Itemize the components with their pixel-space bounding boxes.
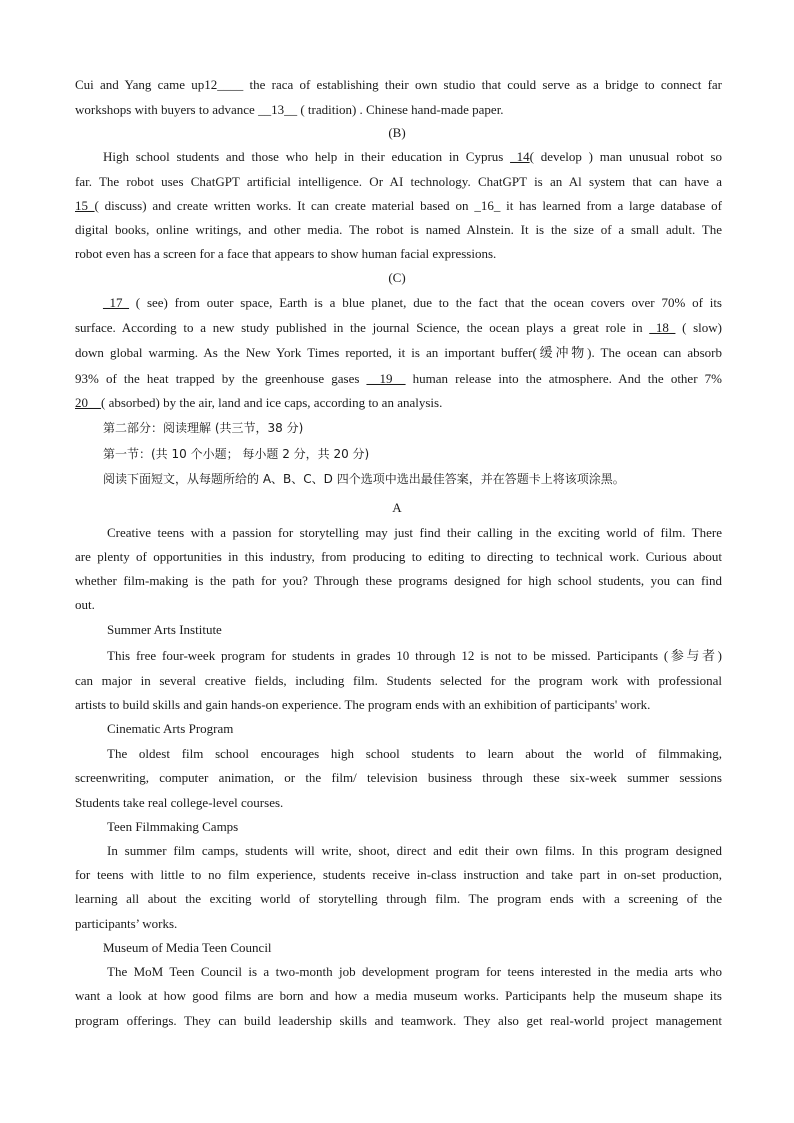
text-run: 93% of the heat trapped by the greenhouse gases [75,371,367,386]
text-run: the raca of establishing their own studio that could serve as a bridge to connect far [243,77,722,92]
program-line: screenwriting, computer animation, or the film/ television business through these six-week summer sessions [75,770,722,785]
program-line: for teens with little to no film experience, students receive in-class instruction and take part in on-set production, [75,867,722,882]
program-line: learning all about the exciting world of storytelling through film. The program ends with a screening of the [75,891,722,906]
program-line: want a look at how good films are born and how a media museum works. Participants help the museum shape its [75,988,722,1003]
text-run: ( see) from outer space, Earth is a blue planet, due to the fact that the ocean covers over 70% of its [129,295,722,310]
text-run: In summer film camps, students will write, shoot, direct and edit their own films. In this program designed [107,843,722,858]
blank-12: ____ [217,77,244,92]
passage-b-line-1 [75,149,722,165]
blank-17: _17_ [103,295,129,310]
blank-18: _18_ [649,320,676,335]
section-2-subtitle: 第一节：(共 10 个小题； 每小题 2 分，共 20 分) [103,447,370,461]
text-run: ( develop ) man unusual robot so [529,149,722,164]
program-title: Teen Filmmaking Camps [107,819,239,834]
passage-b-line-2: far. The robot uses ChatGPT artificial intelligence. Or AI technology. ChatGPT is an Al system that can have a [75,174,722,189]
program-line [75,746,722,762]
passage-b-line-3 [75,198,722,214]
passage-c-line-5 [75,395,722,411]
program-line: can major in several creative fields, including film. Students selected for the program work with professional [75,673,722,688]
passage-c-line-3: down global warming. As the New York Times reported, it is an important buffer(缓冲物). The ocean can absorb [75,345,722,360]
reading-a-heading: A [392,500,402,515]
text-run: ( absorbed) by the air, land and ice caps, according to an analysis. [101,395,443,410]
section-2-title: 第二部分：阅读理解 (共三节，38 分) [103,421,304,435]
passage-c-line-2 [75,320,722,336]
program-line: program offerings. They can build leadership skills and teamwork. They also get real-world project management [75,1013,722,1028]
reading-a-intro-line-3: whether film-making is the path for you? Through these programs designed for high school students, you can find [75,573,722,588]
text-run: The oldest film school encourages high school students to learn about the world of filmmaking, [107,746,722,761]
blank-15: 15_ [75,198,95,213]
program-line: participants’ works. [75,916,178,931]
text-run: workshops with buyers to advance [75,102,259,117]
passage-b-line-5: robot even has a screen for a face that appears to show human facial expressions. [75,246,497,261]
passage-c-line-4 [75,371,722,387]
program-title: Summer Arts Institute [107,622,222,637]
program-title: Museum of Media Teen Council [103,940,272,955]
program-line [75,648,722,664]
passage-a-line-2 [75,102,722,118]
text-run: human release into the atmosphere. And the other 7% [405,371,722,386]
program-title: Cinematic Arts Program [107,721,234,736]
blank-20: 20__ [75,395,101,410]
text-run: Creative teens with a passion for storytelling may just find their calling in the exciting world of film. There [107,525,722,540]
reading-a-intro-line-2: are plenty of opportunities in this industry, from producing to editing to directing to technical work. Curious about [75,549,722,564]
text-run: ( discuss) and create written works. It can create material based on [94,198,475,213]
text-run: Cui and Yang came up12 [75,77,218,92]
blank-19: __19__ [366,371,406,386]
blank-14: _14 [510,149,530,164]
blank-13: __13__ [258,102,298,117]
program-line: artists to build skills and gain hands-on experience. The program ends with an exhibition of participants' work. [75,697,651,712]
passage-c-heading: (C) [388,270,406,285]
section-2-instruction: 阅读下面短文，从每题所给的 A、B、C、D 四个选项中选出最佳答案，并在答题卡上将该项涂黑。 [103,472,625,486]
passage-a-line-1 [75,77,722,93]
program-line [75,964,722,980]
passage-b-line-4: digital books, online writings, and other media. The robot is named Alnstein. It is the size of a small adult. The [75,222,722,237]
blank-16: _16_ [474,198,501,213]
text-run: ( slow) [675,320,722,335]
passage-b-heading: (B) [388,125,406,140]
text-run: surface. According to a new study published in the journal Science, the ocean plays a great role in [75,320,650,335]
text-run: it has learned from a large database of [500,198,722,213]
program-line [75,843,722,859]
passage-c-line-1 [75,295,722,311]
reading-a-intro-line-1 [75,525,722,541]
text-run: The MoM Teen Council is a two-month job development program for teens interested in the media arts who [107,964,722,979]
text-run: This free four-week program for students in grades 10 through 12 is not to be missed. Participants (参与者) [107,648,722,663]
reading-a-intro-line-4: out. [75,597,95,612]
text-run: High school students and those who help in their education in Cyprus [103,149,511,164]
program-line: Students take real college-level courses. [75,795,284,810]
text-run: ( tradition) . Chinese hand-made paper. [297,102,504,117]
